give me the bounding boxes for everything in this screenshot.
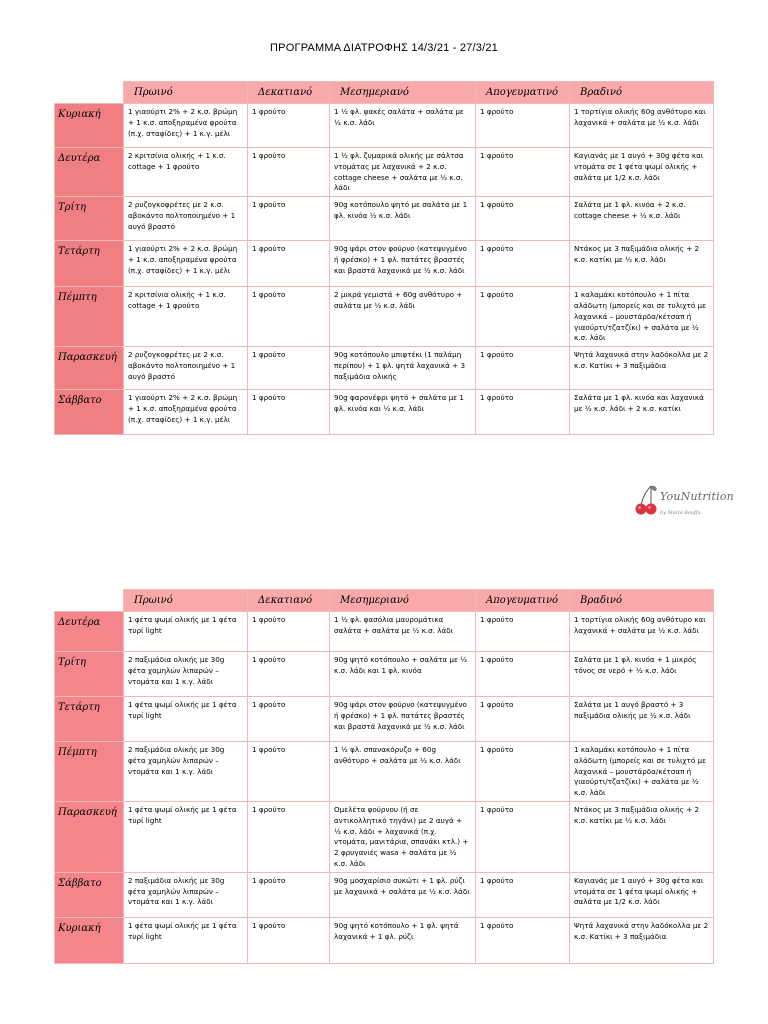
day-label: Κυριακή <box>55 104 124 148</box>
table-row <box>55 287 714 347</box>
header-midmorning-snack: Δεκατιανό <box>248 590 330 612</box>
meal-cell: 90g μοσχαρίσιο συκώτι + 1 φλ. ρύζι με λαχανικά + σαλάτα με ½ κ.σ. λάδι <box>330 872 476 917</box>
meal-cell: Σαλάτα με 1 φλ. κινόα + 2 κ.σ. cottage cheese + ½ κ.σ. λάδι <box>570 197 714 241</box>
table-row <box>55 148 714 197</box>
meal-cell: 1 ½ φλ. φακές σαλάτα + σαλάτα με ½ κ.σ. λάδι <box>330 104 476 148</box>
meal-cell: 1 φρούτο <box>476 801 570 872</box>
meal-cell: 90g κοτόπουλο ψητό με σαλάτα με 1 φλ. κινόα ½ κ.σ. λάδι <box>330 197 476 241</box>
logo-brand-name: YouNutrition <box>660 490 734 503</box>
meal-cell: 1 φρούτο <box>476 872 570 917</box>
meal-plan-table-week1 <box>54 81 714 435</box>
meal-cell: 90g ψάρι στον φούρνο (κατεψυγμένο ή φρέσκο) + 1 φλ. πατάτες βραστές και βραστά λαχανικά με ½ κ.σ. λάδι <box>330 241 476 287</box>
day-label: Τετάρτη <box>55 241 124 287</box>
table-row <box>55 104 714 148</box>
table-row <box>55 801 714 872</box>
meal-cell: Σαλάτα με 1 φλ. κινόα και λαχανικά με ½ κ.σ. λάδι + 2 κ.σ. κατίκι <box>570 390 714 435</box>
table-header-row <box>55 82 714 104</box>
meal-cell: 1 γιαούρτι 2% + 2 κ.σ. βρώμη + 1 κ.σ. αποξηραμένα φρούτα (π.χ. σταφίδες) + 1 κ.γ. μέλι <box>124 241 248 287</box>
day-label: Δευτέρα <box>55 148 124 197</box>
younutrition-logo <box>630 480 760 524</box>
meal-cell: Ψητά λαχανικά στην λαδόκολλα με 2 κ.σ. Κατίκι + 3 παξιμάδια <box>570 917 714 963</box>
meal-cell: 1 τορτίγια ολικής 60g ανθότυρο και λαχανικά + σαλάτα με ½ κ.σ. λάδι <box>570 104 714 148</box>
table-row <box>55 347 714 390</box>
meal-cell: 2 μικρά γεμιστά + 60g ανθότυρο + σαλάτα με ½ κ.σ. λάδι <box>330 287 476 347</box>
meal-plan-table-week2 <box>54 589 714 964</box>
meal-cell: 1 φρούτο <box>248 104 330 148</box>
meal-cell: Σαλάτα με 1 φλ. κινόα + 1 μικρός τόνος σε νερό + ½ κ.σ. λάδι <box>570 652 714 697</box>
meal-cell: 90g ψάρι στον φούρνο (κατεψυγμένο ή φρέσκο) + 1 φλ. πατάτες βραστές και βραστά λαχανικά με ½ κ.σ. λάδι <box>330 697 476 742</box>
meal-cell: 1 φέτα ψωμί ολικής με 1 φέτα τυρί light <box>124 612 248 652</box>
table-row <box>55 697 714 742</box>
meal-cell: 1 φέτα ψωμί ολικής με 1 φέτα τυρί light <box>124 697 248 742</box>
day-label: Παρασκευή <box>55 347 124 390</box>
meal-cell: 2 ρυζογκοφρέτες με 2 κ.σ. αβοκάντο πολτοποιημένο + 1 αυγό βραστό <box>124 347 248 390</box>
meal-cell: 90g φαρονέφρι ψητό + σαλάτα με 1 φλ. κινόα και ½ κ.σ. λάδι <box>330 390 476 435</box>
day-label: Σάββατο <box>55 390 124 435</box>
table-row <box>55 742 714 802</box>
meal-cell: 1 ½ φλ. ζυμαρικά ολικής με σάλτσα ντομάτας με λαχανικά + 2 κ.σ. cottage cheese + σαλάτα με ½ κ.σ. λάδι <box>330 148 476 197</box>
meal-cell: 1 φρούτο <box>476 742 570 802</box>
meal-cell: 1 τορτίγια ολικής 60g ανθότυρο και λαχανικά + σαλάτα με ½ κ.σ. λάδι <box>570 612 714 652</box>
meal-cell: 1 φρούτο <box>248 612 330 652</box>
meal-cell: 1 φρούτο <box>248 917 330 963</box>
table-row <box>55 241 714 287</box>
table-row <box>55 917 714 963</box>
day-label: Τετάρτη <box>55 697 124 742</box>
meal-cell: 2 κριτσίνια ολικής + 1 κ.σ. cottage + 1 φρούτο <box>124 287 248 347</box>
logo-tagline: by Maria Bouffa <box>660 510 701 516</box>
meal-cell: 1 φρούτο <box>476 104 570 148</box>
meal-cell: 1 φρούτο <box>248 197 330 241</box>
header-afternoon-snack: Απογευματινό <box>476 590 570 612</box>
table-header-row <box>55 590 714 612</box>
meal-cell: 1 φρούτο <box>248 742 330 802</box>
header-lunch: Μεσημεριανό <box>330 590 476 612</box>
table-row <box>55 872 714 917</box>
meal-cell: 1 γιαούρτι 2% + 2 κ.σ. βρώμη + 1 κ.σ. αποξηραμένα φρούτα (π.χ. σταφίδες) + 1 κ.γ. μέλι <box>124 390 248 435</box>
meal-cell: 1 φρούτο <box>476 697 570 742</box>
meal-cell: 1 ½ φλ. φασόλια μαυρομάτικα σαλάτα + σαλάτα με ½ κ.σ. λάδι <box>330 612 476 652</box>
meal-cell: Καγιανάς με 1 αυγό + 30g φέτα και ντομάτα σε 1 φέτα ψωμί ολικής + σαλάτα με 1/2 κ.σ. λάδι <box>570 872 714 917</box>
day-label: Τρίτη <box>55 652 124 697</box>
day-label: Τρίτη <box>55 197 124 241</box>
meal-cell: 2 παξιμάδια ολικής με 30g φέτα χαμηλών λιπαρών – ντομάτα και 1 κ.γ. λάδι <box>124 872 248 917</box>
table-row <box>55 197 714 241</box>
meal-cell: Ντάκος με 3 παξιμάδια ολικής + 2 κ.σ. κατίκι με ½ κ.σ. λάδι <box>570 801 714 872</box>
header-afternoon-snack: Απογευματινό <box>476 82 570 104</box>
header-breakfast: Πρωινό <box>124 590 248 612</box>
meal-cell: 90g ψητό κοτόπουλο + σαλάτα με ½ κ.σ. λάδι και 1 φλ. κινόα <box>330 652 476 697</box>
table-row <box>55 390 714 435</box>
meal-cell: 1 καλαμάκι κοτόπουλο + 1 πίτα αλάδωτη (μπορείς και σε τυλιχτό με λαχανικά – μουστάρδα/κέτσαπ ή γιαούρτι/τζατζίκι) + σαλάτα με ½ κ.σ. λάδι <box>570 742 714 802</box>
meal-cell: 1 γιαούρτι 2% + 2 κ.σ. βρώμη + 1 κ.σ. αποξηραμένα φρούτα (π.χ. σταφίδες) + 1 κ.γ. μέλι <box>124 104 248 148</box>
meal-cell: 2 παξιμάδια ολικής με 30g φέτα χαμηλών λιπαρών – ντομάτα και 1 κ.γ. λάδι <box>124 742 248 802</box>
meal-cell: 1 φρούτο <box>248 652 330 697</box>
meal-cell: 2 κριτσίνια ολικής + 1 κ.σ. cottage + 1 φρούτο <box>124 148 248 197</box>
meal-cell: 1 φρούτο <box>476 612 570 652</box>
header-corner <box>55 590 124 612</box>
meal-cell: 1 ½ φλ. σπανακόρυζο + 60g ανθότυρο + σαλάτα με ½ κ.σ. λάδι <box>330 742 476 802</box>
table-row <box>55 612 714 652</box>
day-label: Κυριακή <box>55 917 124 963</box>
page-title: ΠΡΟΓΡΑΜΜΑ ΔΙΑΤΡΟΦΗΣ 14/3/21 - 27/3/21 <box>270 42 498 54</box>
meal-cell: 1 φρούτο <box>248 287 330 347</box>
cherry-icon <box>632 484 660 518</box>
meal-cell: 1 φρούτο <box>476 390 570 435</box>
meal-cell: 1 φρούτο <box>476 347 570 390</box>
meal-cell: Ντάκος με 3 παξιμάδια ολικής + 2 κ.σ. κατίκι με ½ κ.σ. λάδι <box>570 241 714 287</box>
meal-cell: 2 ρυζογκοφρέτες με 2 κ.σ. αβοκάντο πολτοποιημένο + 1 αυγό βραστό <box>124 197 248 241</box>
meal-cell: 1 φρούτο <box>248 872 330 917</box>
meal-cell: Σαλάτα με 1 αυγό βραστό + 3 παξιμάδια ολικής με ½ κ.σ. λάδι <box>570 697 714 742</box>
meal-cell: 1 φρούτο <box>476 241 570 287</box>
meal-cell: 1 φρούτο <box>476 287 570 347</box>
header-dinner: Βραδινό <box>570 590 714 612</box>
table-row <box>55 652 714 697</box>
meal-cell: Ομελέτα φούρνου (ή σε αντικολλητικό τηγάνι) με 2 αυγά + ½ κ.σ. λάδι + λαχανικά (π.χ. ντομάτα, μανιτάρια, σπανάκι κτλ.) + 2 φρυγανιές wasa + σαλάτα με ½ κ.σ. λάδι <box>330 801 476 872</box>
meal-cell: 1 φρούτο <box>476 197 570 241</box>
meal-cell: 1 φρούτο <box>248 697 330 742</box>
header-lunch: Μεσημεριανό <box>330 82 476 104</box>
meal-cell: Καγιανάς με 1 αυγό + 30g φέτα και ντομάτα σε 1 φέτα ψωμί ολικής + σαλάτα με 1/2 κ.σ. λάδι <box>570 148 714 197</box>
header-dinner: Βραδινό <box>570 82 714 104</box>
meal-cell: 1 φρούτο <box>476 148 570 197</box>
day-label: Πέμπτη <box>55 287 124 347</box>
meal-cell: 1 καλαμάκι κοτόπουλο + 1 πίτα αλάδωτη (μπορείς και σε τυλιχτό με λαχανικά – μουστάρδα/κέτσαπ ή γιαούρτι/τζατζίκι) + σαλάτα με ½ κ.σ. λάδι <box>570 287 714 347</box>
day-label: Παρασκευή <box>55 801 124 872</box>
header-corner <box>55 82 124 104</box>
day-label: Δευτέρα <box>55 612 124 652</box>
meal-cell: 2 παξιμάδια ολικής με 30g φέτα χαμηλών λιπαρών – ντομάτα και 1 κ.γ. λάδι <box>124 652 248 697</box>
meal-cell: 1 φρούτο <box>476 917 570 963</box>
header-breakfast: Πρωινό <box>124 82 248 104</box>
meal-cell: 1 φέτα ψωμί ολικής με 1 φέτα τυρί light <box>124 917 248 963</box>
meal-cell: 1 φρούτο <box>476 652 570 697</box>
meal-cell: 90g κοτόπουλο μπιφτέκι (1 παλάμη περίπου) + 1 φλ. ψητά λαχανικά + 3 παξιμάδια ολικής <box>330 347 476 390</box>
meal-cell: Ψητά λαχανικά στην λαδόκολλα με 2 κ.σ. Κατίκι + 3 παξιμάδια <box>570 347 714 390</box>
day-label: Σάββατο <box>55 872 124 917</box>
meal-cell: 1 φέτα ψωμί ολικής με 1 φέτα τυρί light <box>124 801 248 872</box>
meal-cell: 1 φρούτο <box>248 241 330 287</box>
meal-cell: 1 φρούτο <box>248 390 330 435</box>
meal-cell: 90g ψητό κοτόπουλο + 1 φλ. ψητά λαχανικά + 1 φλ. ρύζι <box>330 917 476 963</box>
day-label: Πέμπτη <box>55 742 124 802</box>
meal-cell: 1 φρούτο <box>248 347 330 390</box>
meal-cell: 1 φρούτο <box>248 148 330 197</box>
meal-cell: 1 φρούτο <box>248 801 330 872</box>
header-midmorning-snack: Δεκατιανό <box>248 82 330 104</box>
